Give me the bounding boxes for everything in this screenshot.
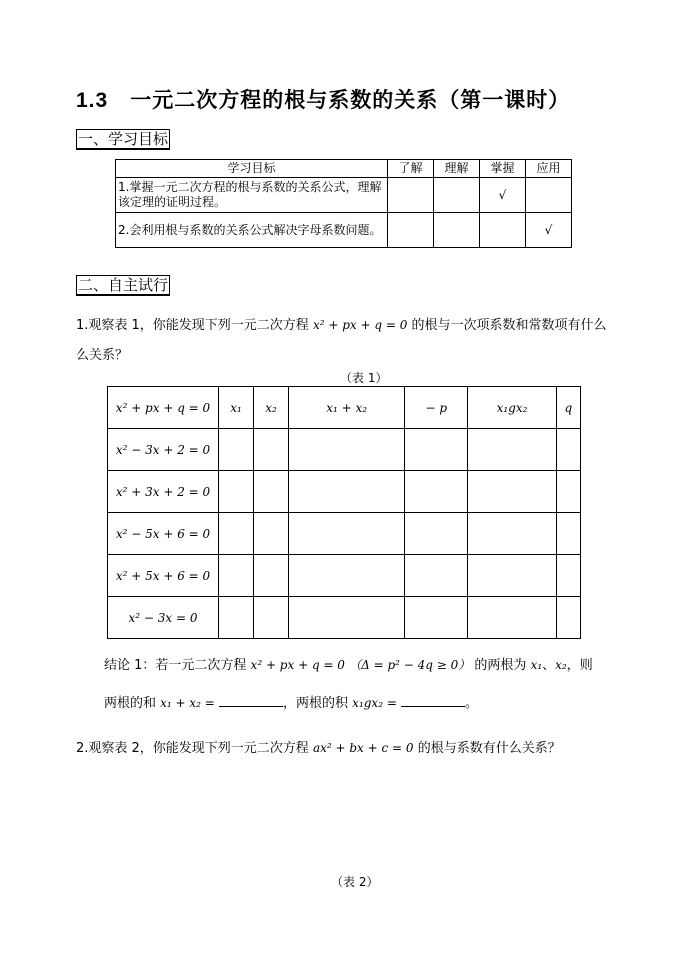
conclusion-1-intro: 结论 1：若一元二次方程 (104, 658, 247, 673)
question-2 (76, 733, 561, 764)
goals-header-cell: 应用 (526, 160, 572, 178)
equation-cell: x² + 3x + 2 = 0 (108, 471, 219, 513)
goals-row (116, 178, 572, 213)
goal-mark: √ (526, 213, 572, 248)
empty-cell (556, 597, 580, 639)
empty-cell (405, 513, 468, 555)
empty-cell (219, 513, 254, 555)
q1-equation: x² + px + q = 0 (312, 318, 408, 332)
q1-prefix: 1.观察表 1，你能发现下列一元二次方程 (76, 318, 309, 333)
equation-cell: x² − 5x + 6 = 0 (108, 513, 219, 555)
table-1-header-cell: x₂ (254, 387, 289, 429)
empty-cell (219, 471, 254, 513)
empty-cell (289, 555, 405, 597)
table-1-header-cell: x₁ + x₂ (289, 387, 405, 429)
sum-label: 两根的和 (104, 696, 157, 711)
table-row (108, 597, 581, 639)
empty-cell (405, 555, 468, 597)
equation-cell: x² − 3x + 2 = 0 (108, 429, 219, 471)
goal-mark (434, 178, 480, 213)
empty-cell (468, 555, 557, 597)
empty-cell (405, 429, 468, 471)
empty-cell (254, 429, 289, 471)
table-row (108, 513, 581, 555)
table-1-header-cell: − p (405, 387, 468, 429)
equation-cell: x² + 5x + 6 = 0 (108, 555, 219, 597)
goal-mark (388, 213, 434, 248)
table-1-header-cell: x² + px + q = 0 (108, 387, 219, 429)
product-expression: x₁gx₂ = (352, 696, 397, 710)
goals-header-cell: 了解 (388, 160, 434, 178)
table-row (108, 555, 581, 597)
table-1 (107, 386, 581, 639)
table-2-caption: （表 2） (331, 875, 379, 889)
page-title (76, 84, 570, 114)
goal-mark (434, 213, 480, 248)
empty-cell (254, 597, 289, 639)
goals-row (116, 213, 572, 248)
learning-goals-table (115, 159, 572, 248)
empty-cell (289, 597, 405, 639)
question-1-line2: 么关系？ (76, 348, 129, 363)
conclusion-1-line2 (104, 688, 478, 719)
sum-blank[interactable] (219, 694, 283, 707)
sum-expression: x₁ + x₂ = (160, 696, 215, 710)
question-1 (76, 310, 607, 341)
empty-cell (556, 471, 580, 513)
goal-mark (388, 178, 434, 213)
empty-cell (468, 471, 557, 513)
table-1-caption: （表 1） (340, 371, 388, 385)
title-text: 一元二次方程的根与系数的关系（第一课时） (130, 88, 571, 112)
empty-cell (254, 555, 289, 597)
empty-cell (289, 471, 405, 513)
table-1-header-cell: q (556, 387, 580, 429)
root-x1: x₁ (530, 658, 543, 672)
product-blank[interactable] (401, 694, 465, 707)
q2-suffix: 的根与系数有什么关系？ (417, 741, 561, 756)
goal-text: 1.掌握一元二次方程的根与系数的关系公式，理解该定理的证明过程。 (116, 178, 388, 213)
empty-cell (556, 513, 580, 555)
empty-cell (219, 429, 254, 471)
conclusion-1-equation: x² + px + q = 0 (250, 658, 345, 672)
table-1-header-row (108, 387, 581, 429)
goal-mark (480, 213, 526, 248)
conclusion-1-then: ，则 (566, 658, 593, 673)
conclusion-1 (104, 650, 593, 681)
empty-cell (254, 471, 289, 513)
empty-cell (289, 429, 405, 471)
product-label: ，两根的积 (283, 696, 349, 711)
empty-cell (556, 429, 580, 471)
goal-text: 2.会利用根与系数的关系公式解决字母系数问题。 (116, 213, 388, 248)
table-1-header-cell: x₁gx₂ (468, 387, 557, 429)
equation-cell: x² − 3x = 0 (108, 597, 219, 639)
separator: 、 (542, 658, 556, 673)
q2-prefix: 2.观察表 2，你能发现下列一元二次方程 (76, 741, 309, 756)
q2-equation: ax² + bx + c = 0 (312, 741, 414, 755)
empty-cell (468, 513, 557, 555)
table-row (108, 429, 581, 471)
root-x2: x₂ (555, 658, 567, 672)
q1-suffix: 的根与一次项系数和常数项有什么 (411, 318, 607, 333)
table-1-header-cell: x₁ (219, 387, 254, 429)
title-number: 1.3 (76, 89, 109, 112)
empty-cell (556, 555, 580, 597)
conclusion-1-discriminant: （Δ = p² − 4q ≥ 0） (349, 658, 471, 672)
conclusion-1-roots-label: 的两根为 (474, 658, 527, 673)
empty-cell (468, 429, 557, 471)
empty-cell (254, 513, 289, 555)
empty-cell (289, 513, 405, 555)
goal-mark (526, 178, 572, 213)
table-row (108, 471, 581, 513)
empty-cell (219, 597, 254, 639)
goals-header-cell: 理解 (434, 160, 480, 178)
goals-header-cell: 掌握 (480, 160, 526, 178)
period: 。 (465, 696, 479, 711)
goals-header-row (116, 160, 572, 178)
goal-mark: √ (480, 178, 526, 213)
section-heading-self-trial: 二、自主试行 (78, 276, 169, 294)
empty-cell (219, 555, 254, 597)
empty-cell (405, 471, 468, 513)
empty-cell (468, 597, 557, 639)
empty-cell (405, 597, 468, 639)
goals-header-cell: 学习目标 (116, 160, 388, 178)
section-heading-goals: 一、学习目标 (78, 130, 169, 148)
